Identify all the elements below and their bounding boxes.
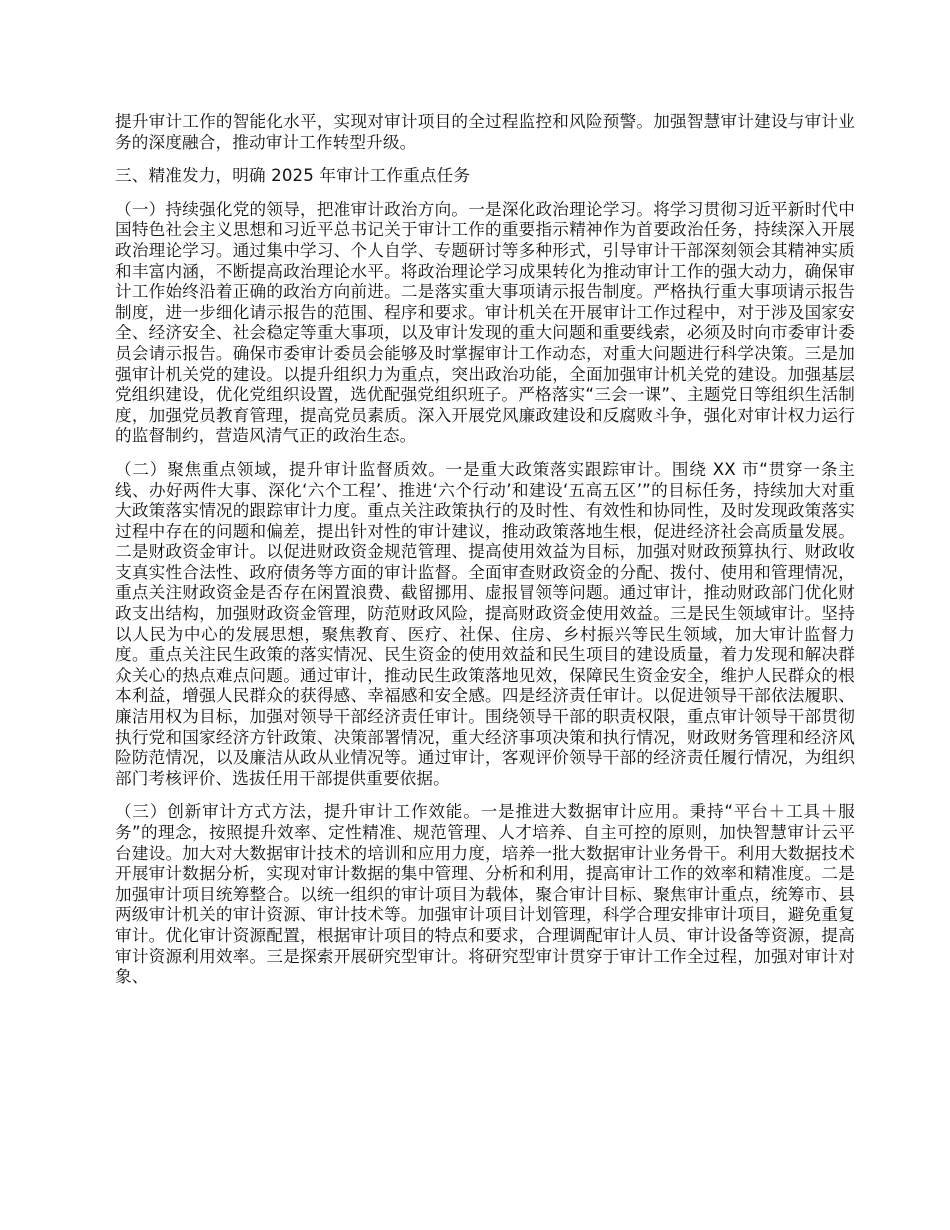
paragraph-key-areas: （二）聚焦重点领域，提升审计监督质效。一是重大政策落实跟踪审计。围绕 XX 市“贯穿一条主线、办好两件大事、深化‘六个工程’、推进‘六个行动’和建设‘五高五区’”的目标任务，持续加大对重大政策落实情况的跟踪审计力度。重点关注政策执行的及时性、有效性和协同性，及时发现政策落实过程中存在的问题和偏差，提出针对性的审计建议，推动政策落地生根，促进经济社会高质量发展。二是财政资金审计。以促进财政资金规范管理、提高使用效益为目标，加强对财政预算执行、财政收支真实性合法性、政府债务等方面的审计监督。全面审查财政资金的分配、拨付、使用和管理情况，重点关注财政资金是否存在闲置浪费、截留挪用、虚报冒领等问题。通过审计，推动财政部门优化财政支出结构，加强财政资金管理，防范财政风险，提高财政资金使用效益。三是民生领域审计。坚持以人民为中心的发展思想，聚焦教育、医疗、社保、住房、乡村振兴等民生领域，加大审计监督力度。重点关注民生政策的落实情况、民生资金的使用效益和民生项目的建设质量，着力发现和解决群众关心的热点难点问题。通过审计，推动民生政策落地见效，保障民生资金安全，维护人民群众的根本利益，增强人民群众的获得感、幸福感和安全感。四是经济责任审计。以促进领导干部依法履职、廉洁用权为目标，加强对领导干部经济责任审计。围绕领导干部的职责权限，重点审计领导干部贯彻执行党和国家经济方针政策、决策部署情况，重大经济事项决策和执行情况，财政财务管理和经济风险防范情况，以及廉洁从政从业情况等。通过审计，客观评价领导干部的经济责任履行情况，为组织部门考核评价、选拔任用干部提供重要依据。 <box>115 459 855 788</box>
document-body <box>115 112 855 1001</box>
paragraph-intro: 提升审计工作的智能化水平，实现对审计项目的全过程监控和风险预警。加强智慧审计建设与审计业务的深度融合，推动审计工作转型升级。 <box>115 112 855 152</box>
paragraph-party-leadership: （一）持续强化党的领导，把准审计政治方向。一是深化政治理论学习。将学习贯彻习近平新时代中国特色社会主义思想和习近平总书记关于审计工作的重要指示精神作为首要政治任务，持续深入开展政治理论学习。通过集中学习、个人自学、专题研讨等多种形式，引导审计干部深刻领会其精神实质和丰富内涵，不断提高政治理论水平。将政治理论学习成果转化为推动审计工作的强大动力，确保审计工作始终沿着正确的政治方向前进。二是落实重大事项请示报告制度。严格执行重大事项请示报告制度，进一步细化请示报告的范围、程序和要求。审计机关在开展审计工作过程中，对于涉及国家安全、经济安全、社会稳定等重大事项，以及审计发现的重大问题和重要线索，必须及时向市委审计委员会请示报告。确保市委审计委员会能够及时掌握审计工作动态，对重大问题进行科学决策。三是加强审计机关党的建设。以提升组织力为重点，突出政治功能，全面加强审计机关党的建设。加强基层党组织建设，优化党组织设置，选优配强党组织班子。严格落实“三会一课”、主题党日等组织生活制度，加强党员教育管理，提高党员素质。深入开展党风廉政建设和反腐败斗争，强化对审计权力运行的监督制约，营造风清气正的政治生态。 <box>115 199 855 446</box>
paragraph-audit-methods: （三）创新审计方式方法，提升审计工作效能。一是推进大数据审计应用。秉持“平台＋工具＋服务”的理念，按照提升效率、定性精准、规范管理、人才培养、自主可控的原则，加快智慧审计云平台建设。加大对大数据审计技术的培训和应用力度，培养一批大数据审计业务骨干。利用大数据技术开展审计数据分析，实现对审计数据的集中管理、分析和利用，提高审计工作的效率和精准度。二是加强审计项目统筹整合。以统一组织的审计项目为载体，聚合审计目标、聚焦审计重点，统筹市、县两级审计机关的审计资源、审计技术等。加强审计项目计划管理，科学合理安排审计项目，避免重复审计。优化审计资源配置，根据审计项目的特点和要求，合理调配审计人员、审计设备等资源，提高审计资源利用效率。三是探索开展研究型审计。将研究型审计贯穿于审计工作全过程，加强对审计对象、 <box>115 802 855 987</box>
section-heading: 三、精准发力，明确 2025 年审计工作重点任务 <box>115 166 471 186</box>
